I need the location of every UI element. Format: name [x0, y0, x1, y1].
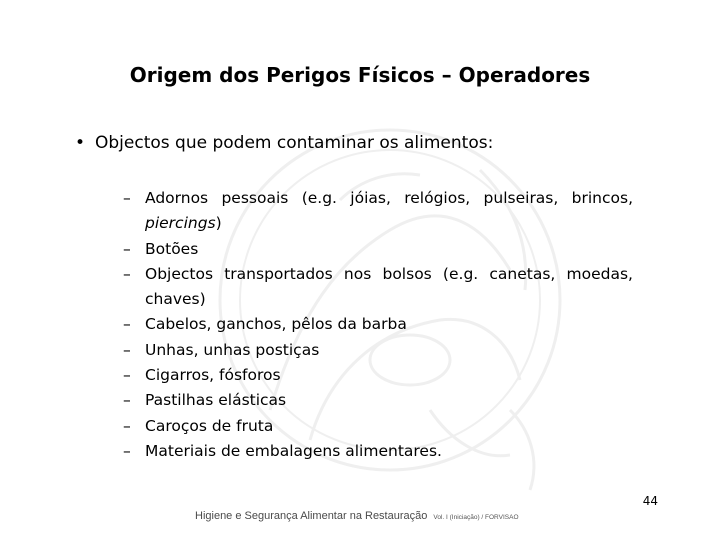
main-bullet-text: Objectos que podem contaminar os alimentos:	[95, 133, 494, 153]
dash-icon: –	[123, 366, 131, 385]
footer-title: Higiene e Segurança Alimentar na Restauração	[195, 510, 428, 522]
list-item-text: Materiais de embalagens alimentares.	[145, 441, 442, 460]
list-item-text: Cabelos, ganchos, pêlos da barba	[145, 315, 407, 334]
list-item-text: Adornos pessoais (e.g. jóias, relógios, pulseiras, brincos,	[145, 189, 633, 207]
dash-icon: –	[123, 441, 131, 460]
bullet-icon: •	[75, 133, 86, 153]
list-item-text-after: )	[215, 214, 222, 233]
page-number: 44	[642, 494, 658, 508]
dash-icon: –	[123, 264, 131, 283]
list-item-text: Unhas, unhas postiças	[145, 340, 320, 359]
list-item	[123, 262, 633, 313]
list-item	[123, 439, 633, 464]
list-item	[123, 338, 633, 363]
list-item-text: Cigarros, fósforos	[145, 366, 281, 385]
list-item-italic-text: piercings	[145, 214, 216, 233]
main-bullet-point	[75, 130, 493, 156]
list-item-text: Botões	[145, 239, 199, 258]
dash-icon: –	[123, 340, 131, 359]
dash-icon: –	[123, 189, 131, 207]
footer-subtitle: Vol. I (Iniciação) / FORVISAO	[433, 514, 519, 521]
list-item	[123, 414, 633, 439]
list-item	[123, 363, 633, 388]
dash-icon: –	[123, 315, 131, 334]
list-item-text: Objectos transportados nos bolsos (e.g. canetas, moedas, chaves)	[145, 264, 633, 309]
footer	[195, 509, 519, 525]
slide-title: Origem dos Perigos Físicos – Operadores	[129, 63, 591, 87]
list-item-text: Caroços de fruta	[145, 416, 274, 435]
sub-item-list	[123, 186, 633, 464]
list-item	[123, 388, 633, 413]
dash-icon: –	[123, 416, 131, 435]
list-item	[123, 312, 633, 337]
list-item-text: Pastilhas elásticas	[145, 391, 287, 410]
list-item	[123, 237, 633, 262]
list-item	[123, 186, 633, 237]
dash-icon: –	[123, 239, 131, 258]
dash-icon: –	[123, 391, 131, 410]
